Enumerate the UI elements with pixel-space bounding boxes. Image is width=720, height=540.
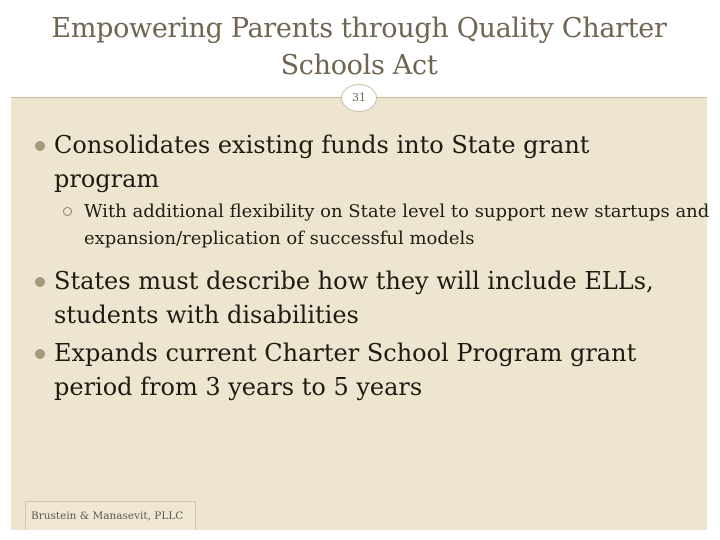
bullet-dot-icon <box>35 277 45 287</box>
bullet-item <box>35 128 694 196</box>
content-area <box>11 98 710 498</box>
bullet-item <box>35 264 694 332</box>
bullet-ring-icon <box>63 207 72 216</box>
sub-bullet-item <box>63 198 720 252</box>
bullet-text: Expands current Charter School Program grant period from 3 years to 5 years <box>54 339 637 401</box>
sub-bullet-text: With additional flexibility on State level to support new startups and expansion/replication of successful models <box>84 201 710 249</box>
bullet-dot-icon <box>35 141 45 151</box>
bullet-text: Consolidates existing funds into State grant program <box>54 131 590 193</box>
bullet-item <box>35 336 694 404</box>
bullet-dot-icon <box>35 349 45 359</box>
slide-title: Empowering Parents through Quality Charter Schools Act <box>51 13 667 81</box>
title-area <box>11 0 707 97</box>
bullet-text: States must describe how they will include ELLs, students with disabilities <box>54 267 654 329</box>
page-number-badge: 31 <box>341 84 377 112</box>
footer-text: Brustein & Manasevit, PLLC <box>31 510 184 522</box>
